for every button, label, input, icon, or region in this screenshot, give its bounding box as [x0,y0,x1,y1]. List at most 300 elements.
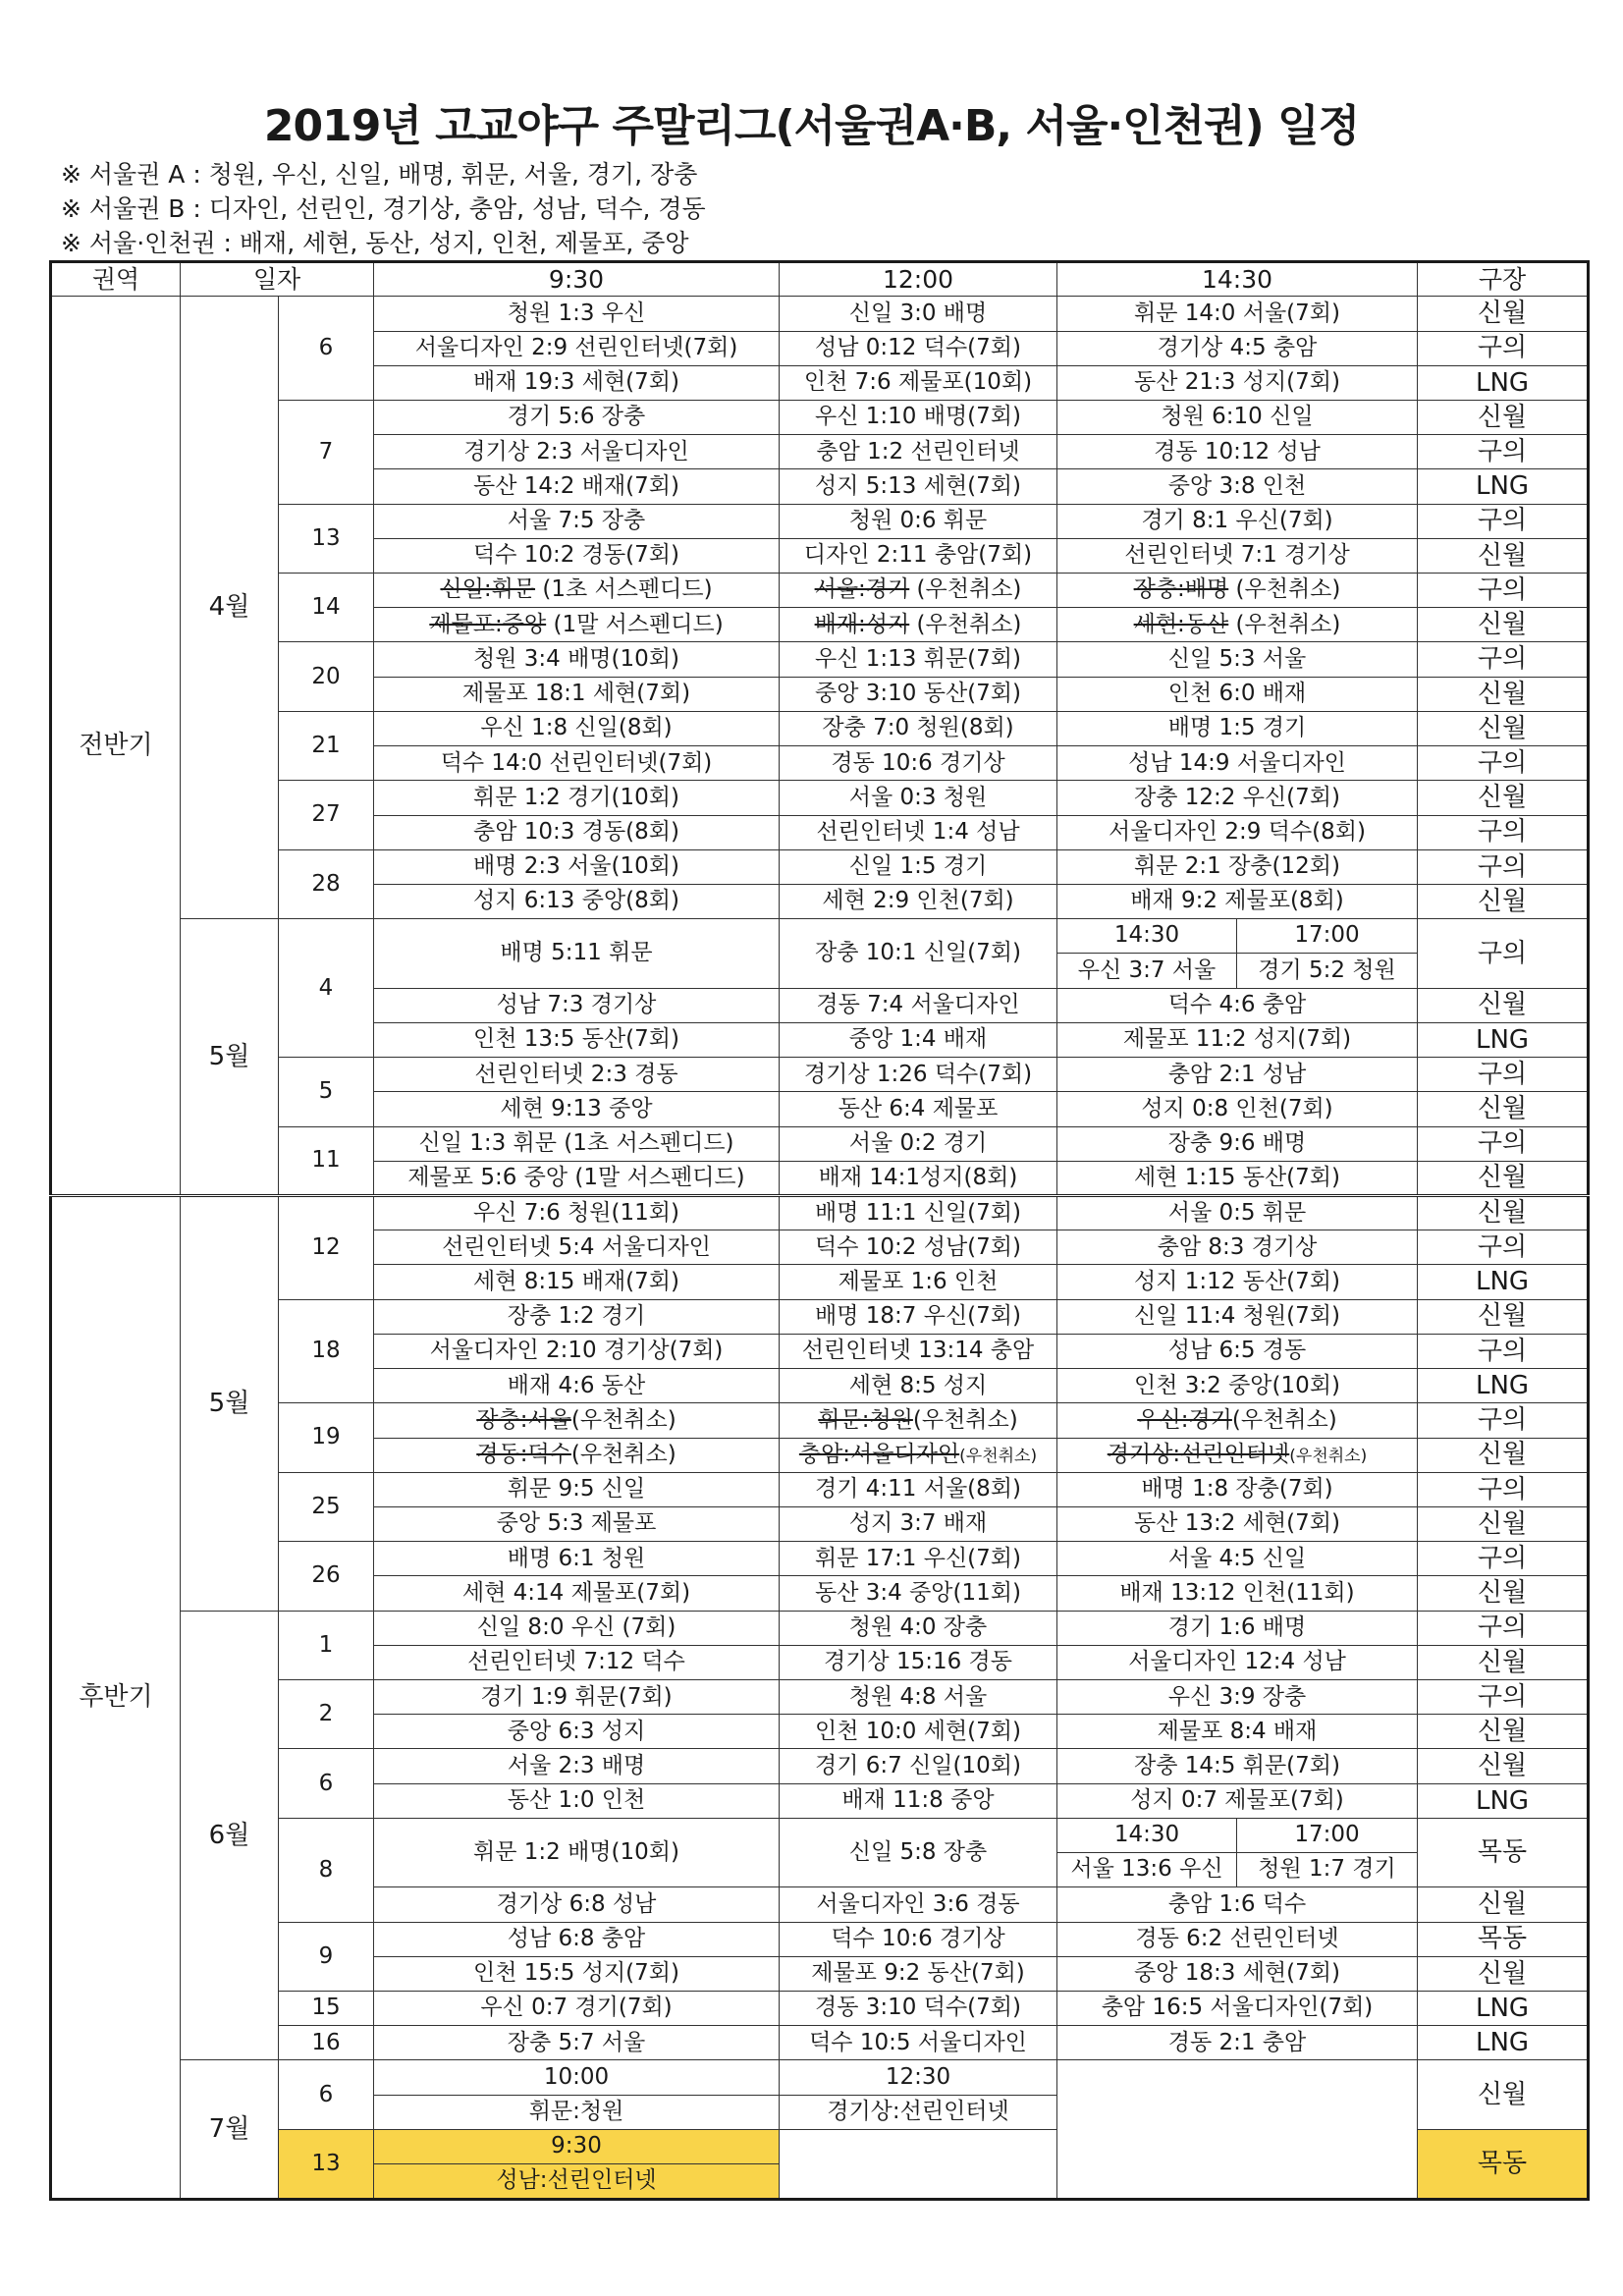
game-930 [374,1438,780,1472]
game-930: 선린인터넷 7:12 덕수 [374,1645,780,1679]
game-930: 동산 14:2 배재(7회) [374,469,780,504]
game-1200: 제물포 9:2 동산(7회) [780,1956,1057,1991]
game-matchup: 서울 13:6 우신 [1057,1853,1237,1887]
game-1200: 배명 18:7 우신(7회) [780,1299,1057,1334]
game-930: 덕수 14:0 선린인터넷(7회) [374,746,780,781]
game-1430: 성지 1:12 동산(7회) [1057,1265,1418,1299]
game-930: 세현 4:14 제물포(7회) [374,1576,780,1611]
game-1430-empty [1057,2060,1418,2200]
cancelled-matchup: 장충:서울 [476,1406,571,1433]
table-row [51,1680,1589,1715]
game-1200: 세현 8:5 성지 [780,1369,1057,1403]
game-1200: 인천 7:6 제물포(10회) [780,365,1057,400]
venue-cell: LNG [1418,1783,1589,1818]
game-1430: 선린인터넷 7:1 경기상 [1057,538,1418,573]
game-status: (우천취소) [912,1406,1018,1433]
day-label: 1 [279,1611,374,1679]
venue-cell: 신월 [1418,781,1589,815]
game-1430: 충암 16:5 서울디자인(7회) [1057,1992,1418,2026]
game-1200: 인천 10:0 세현(7회) [780,1715,1057,1749]
venue-cell: 신월 [1418,1506,1589,1541]
venue-cell: 신월 [1418,711,1589,745]
venue-cell: 신월 [1418,1956,1589,1991]
slot-time: 17:00 [1237,919,1417,954]
game-1430: 충암 1:6 덕수 [1057,1887,1418,1922]
slot-time: 14:30 [1057,919,1237,954]
game-matchup: 성남:선린인터넷 [374,2163,779,2198]
venue-cell: 신월 [1418,1438,1589,1472]
venue-cell: LNG [1418,469,1589,504]
day-label: 20 [279,642,374,711]
venue-cell: 구의 [1418,1126,1589,1161]
venue-cell: 신월 [1418,1161,1589,1195]
table-row [51,642,1589,677]
game-1430 [1057,574,1418,608]
game-1430: 서울 0:5 휘문 [1057,1195,1418,1230]
header-region: 권역 [51,262,181,297]
game-1200: 서울 0:3 청원 [780,781,1057,815]
game-1200: 경동 10:6 경기상 [780,746,1057,781]
game-1200-empty [780,2129,1057,2199]
game-matchup: 경기상:선린인터넷 [780,2095,1056,2129]
table-row [51,1403,1589,1438]
game-930: 휘문 1:2 배명(10회) [374,1818,780,1886]
game-1430: 경기 8:1 우신(7회) [1057,504,1418,538]
game-930: 인천 15:5 성지(7회) [374,1956,780,1991]
venue-cell: 신월 [1418,608,1589,642]
game-930: 경기상 2:3 서울디자인 [374,435,780,469]
table-row [51,1126,1589,1161]
venue-cell: 구의 [1418,504,1589,538]
game-930: 휘문 1:2 경기(10회) [374,781,780,815]
month-label: 4월 [181,297,279,919]
game-1430: 휘문 14:0 서울(7회) [1057,297,1418,331]
game-930: 청원 1:3 우신 [374,297,780,331]
day-label: 9 [279,1922,374,1991]
game-930: 장충 1:2 경기 [374,1299,780,1334]
venue-cell: 구의 [1418,1334,1589,1368]
venue-cell: 구의 [1418,815,1589,849]
cancelled-matchup: 장충:배명 [1133,576,1229,603]
game-1430: 덕수 4:6 충암 [1057,988,1418,1022]
game-1430: 휘문 2:1 장충(12회) [1057,849,1418,884]
game-1430: 중앙 18:3 세현(7회) [1057,1956,1418,1991]
game-1200: 신일 5:8 장충 [780,1818,1057,1886]
game-1430: 성지 0:7 제물포(7회) [1057,1783,1418,1818]
game-930 [374,608,780,642]
game-1430 [1057,919,1418,988]
day-label: 28 [279,849,374,918]
game-1200 [780,574,1057,608]
game-1200: 우신 1:13 휘문(7회) [780,642,1057,677]
period-label: 후반기 [51,1195,181,2199]
game-1200: 청원 0:6 휘문 [780,504,1057,538]
table-row [51,781,1589,815]
game-1430: 우신 3:9 장충 [1057,1680,1418,1715]
venue-cell: 신월 [1418,400,1589,434]
game-1200: 세현 2:9 인천(7회) [780,885,1057,919]
game-status: (우천취소) [909,576,1022,603]
table-row [51,1922,1589,1956]
venue-cell: 신월 [1418,1195,1589,1230]
venue-cell: 신월 [1418,1715,1589,1749]
cancelled-matchup: 우신:경기 [1137,1406,1232,1433]
game-1200: 신일 1:5 경기 [780,849,1057,884]
game-930: 서울 7:5 장충 [374,504,780,538]
game-930: 성남 7:3 경기상 [374,988,780,1022]
venue-cell: 신월 [1418,2060,1589,2129]
game-1430: 경동 6:2 선린인터넷 [1057,1922,1418,1956]
table-row [51,1992,1589,2026]
game-1430: 인천 6:0 배재 [1057,677,1418,711]
game-matchup: 우신 3:7 서울 [1057,954,1237,988]
header-date: 일자 [181,262,374,297]
day-label: 12 [279,1195,374,1299]
venue-cell: 구의 [1418,1611,1589,1645]
game-930: 우신 1:8 신일(8회) [374,711,780,745]
day-label: 16 [279,2026,374,2060]
slot-time: 17:00 [1237,1819,1417,1853]
game-930: 배재 19:3 세현(7회) [374,365,780,400]
game-930: 청원 3:4 배명(10회) [374,642,780,677]
game-1430: 서울디자인 12:4 성남 [1057,1645,1418,1679]
table-row [51,574,1589,608]
game-1200: 동산 6:4 제물포 [780,1092,1057,1126]
month-label: 5월 [181,919,279,1196]
venue-cell: 구의 [1418,435,1589,469]
venue-cell: 신월 [1418,677,1589,711]
game-1200: 장충 10:1 신일(7회) [780,919,1057,988]
game-1200 [780,1438,1057,1472]
game-1430: 중앙 3:8 인천 [1057,469,1418,504]
game-1430 [1057,1438,1418,1472]
day-label: 8 [279,1818,374,1922]
game-930: 동산 1:0 인천 [374,1783,780,1818]
game-930 [374,1403,780,1438]
day-label: 26 [279,1542,374,1611]
table-row [51,919,1589,988]
venue-cell: 신월 [1418,297,1589,331]
table-row [51,1611,1589,1645]
game-matchup: 휘문:청원 [374,2095,779,2129]
table-row [51,711,1589,745]
game-930: 경기상 6:8 성남 [374,1887,780,1922]
game-1200: 배재 11:8 중앙 [780,1783,1057,1818]
venue-cell: 신월 [1418,1887,1589,1922]
game-status: (우천취소) [1231,1406,1337,1433]
cancelled-matchup: 경동:덕수 [476,1441,571,1467]
game-1200: 경동 3:10 덕수(7회) [780,1992,1057,2026]
month-label: 7월 [181,2060,279,2200]
table-row [51,1818,1589,1886]
game-930: 배명 2:3 서울(10회) [374,849,780,884]
day-label: 13 [279,504,374,573]
day-label: 21 [279,711,374,780]
game-status: (우천취소) [1289,1446,1368,1466]
game-930: 세현 9:13 중앙 [374,1092,780,1126]
game-930: 배명 5:11 휘문 [374,919,780,988]
game-930: 세현 8:15 배재(7회) [374,1265,780,1299]
venue-cell: 목동 [1418,2129,1589,2199]
day-label: 19 [279,1403,374,1472]
game-1430: 경기 1:6 배명 [1057,1611,1418,1645]
cancelled-matchup: 세현:동산 [1133,611,1229,637]
game-930: 인천 13:5 동산(7회) [374,1022,780,1057]
game-1200: 성지 5:13 세현(7회) [780,469,1057,504]
game-status: (우천취소) [959,1446,1038,1466]
day-label: 6 [279,297,374,401]
day-label: 11 [279,1126,374,1195]
game-1430: 배명 1:5 경기 [1057,711,1418,745]
game-1430: 장충 14:5 휘문(7회) [1057,1749,1418,1783]
game-1430: 경기상 4:5 충암 [1057,331,1418,365]
game-1200: 제물포 1:6 인천 [780,1265,1057,1299]
game-930: 서울디자인 2:10 경기상(7회) [374,1334,780,1368]
venue-cell: LNG [1418,1265,1589,1299]
game-930: 경기 5:6 장충 [374,400,780,434]
venue-cell: 신월 [1418,988,1589,1022]
game-1200: 성지 3:7 배재 [780,1506,1057,1541]
day-label: 7 [279,400,374,504]
game-1200: 배명 11:1 신일(7회) [780,1195,1057,1230]
game-1430: 제물포 8:4 배재 [1057,1715,1418,1749]
slot-time: 12:30 [885,2063,951,2090]
venue-cell: 신월 [1418,1645,1589,1679]
game-1200: 경기상 1:26 덕수(7회) [780,1058,1057,1092]
game-status: (우천취소) [570,1441,676,1467]
day-label: 18 [279,1299,374,1403]
game-status: (우천취소) [570,1406,676,1433]
venue-cell: 신월 [1418,1299,1589,1334]
cancelled-matchup: 충암:서울디자인 [798,1441,960,1467]
venue-cell: LNG [1418,365,1589,400]
venue-cell: 목동 [1418,1922,1589,1956]
game-1430: 충암 2:1 성남 [1057,1058,1418,1092]
game-1200: 신일 3:0 배명 [780,297,1057,331]
venue-cell: 신월 [1418,885,1589,919]
game-1430 [1057,608,1418,642]
table-row [51,2060,1589,2129]
game-1200: 청원 4:0 장충 [780,1611,1057,1645]
game-1200: 서울디자인 3:6 경동 [780,1887,1057,1922]
venue-cell: 신월 [1418,1749,1589,1783]
venue-cell: 구의 [1418,1058,1589,1092]
game-930: 경기 1:9 휘문(7회) [374,1680,780,1715]
game-1430: 서울디자인 2:9 덕수(8회) [1057,815,1418,849]
game-1430: 세현 1:15 동산(7회) [1057,1161,1418,1195]
month-label: 5월 [181,1195,279,1611]
game-930: 휘문 9:5 신일 [374,1472,780,1506]
game-1200 [780,1403,1057,1438]
header-row [51,262,1589,297]
game-1430 [1057,1403,1418,1438]
venue-cell: 구의 [1418,919,1589,988]
venue-cell: LNG [1418,2026,1589,2060]
venue-cell: 구의 [1418,642,1589,677]
game-1200: 덕수 10:6 경기상 [780,1922,1057,1956]
game-930: 장충 5:7 서울 [374,2026,780,2060]
game-1200: 경기 4:11 서울(8회) [780,1472,1057,1506]
header-time-1430: 14:30 [1057,262,1418,297]
game-930 [374,2129,780,2199]
game-930: 배재 4:6 동산 [374,1369,780,1403]
slot-time: 9:30 [551,2133,602,2159]
game-1200 [780,608,1057,642]
game-930: 우신 0:7 경기(7회) [374,1992,780,2026]
game-1430: 서울 4:5 신일 [1057,1542,1418,1576]
game-1430: 경동 10:12 성남 [1057,435,1418,469]
table-row [51,1542,1589,1576]
venue-cell: 구의 [1418,746,1589,781]
game-930 [374,574,780,608]
venue-cell: 구의 [1418,849,1589,884]
game-1430: 동산 21:3 성지(7회) [1057,365,1418,400]
game-status: (1초 서스펜디드) [535,576,713,603]
game-1200: 충암 1:2 선린인터넷 [780,435,1057,469]
game-930: 중앙 6:3 성지 [374,1715,780,1749]
game-1200: 배재 14:1성지(8회) [780,1161,1057,1195]
game-930: 성남 6:8 충암 [374,1922,780,1956]
game-1430: 성남 14:9 서울디자인 [1057,746,1418,781]
month-label: 6월 [181,1611,279,2060]
day-label: 4 [279,919,374,1058]
venue-cell: 구의 [1418,331,1589,365]
cancelled-matchup: 제물포:중앙 [429,611,547,637]
note-seoul-a: ※ 서울권 A : 청원, 우신, 신일, 배명, 휘문, 서울, 경기, 장충 [61,160,698,189]
game-matchup: 청원 1:7 경기 [1258,1856,1396,1883]
game-1430: 동산 13:2 세현(7회) [1057,1506,1418,1541]
game-930 [374,2060,780,2129]
note-seoul-b: ※ 서울권 B : 디자인, 선린인, 경기상, 충암, 성남, 덕수, 경동 [61,194,706,223]
game-1430: 배명 1:8 장충(7회) [1057,1472,1418,1506]
game-1200: 서울 0:2 경기 [780,1126,1057,1161]
game-1200: 선린인터넷 13:14 충암 [780,1334,1057,1368]
venue-cell: 목동 [1418,1818,1589,1886]
game-status: (우천취소) [1228,611,1341,637]
game-930: 덕수 10:2 경동(7회) [374,538,780,573]
game-930: 서울 2:3 배명 [374,1749,780,1783]
game-930: 제물포 5:6 중앙 (1말 서스펜디드) [374,1161,780,1195]
venue-cell: LNG [1418,1022,1589,1057]
venue-cell: 구의 [1418,574,1589,608]
game-1430: 청원 6:10 신일 [1057,400,1418,434]
game-1200: 선린인터넷 1:4 성남 [780,815,1057,849]
game-1200: 청원 4:8 서울 [780,1680,1057,1715]
table-row [51,1299,1589,1334]
game-1430: 경동 2:1 충암 [1057,2026,1418,2060]
game-status: (1말 서스펜디드) [546,611,724,637]
game-1430 [1057,1818,1418,1886]
venue-cell: 구의 [1418,1542,1589,1576]
game-930: 선린인터넷 5:4 서울디자인 [374,1230,780,1265]
game-930: 중앙 5:3 제물포 [374,1506,780,1541]
day-label: 6 [279,1749,374,1818]
game-1200: 성남 0:12 덕수(7회) [780,331,1057,365]
game-930: 성지 6:13 중앙(8회) [374,885,780,919]
period-label: 전반기 [51,297,181,1196]
game-1200: 경동 7:4 서울디자인 [780,988,1057,1022]
game-1200 [780,2060,1057,2129]
game-1430: 성남 6:5 경동 [1057,1334,1418,1368]
day-label: 25 [279,1472,374,1541]
slot-time: 10:00 [543,2063,610,2090]
table-row [51,504,1589,538]
day-label: 13 [279,2129,374,2199]
game-1200: 경기 6:7 신일(10회) [780,1749,1057,1783]
table-row [51,1749,1589,1783]
game-status: (우천취소) [1228,576,1341,603]
venue-cell: LNG [1418,1992,1589,2026]
game-1200: 우신 1:10 배명(7회) [780,400,1057,434]
game-1430: 신일 11:4 청원(7회) [1057,1299,1418,1334]
schedule-table [49,260,1590,2201]
header-venue: 구장 [1418,262,1589,297]
game-930: 서울디자인 2:9 선린인터넷(7회) [374,331,780,365]
game-1200: 장충 7:0 청원(8회) [780,711,1057,745]
game-1430: 성지 0:8 인천(7회) [1057,1092,1418,1126]
game-1200: 경기상 15:16 경동 [780,1645,1057,1679]
game-1430: 장충 9:6 배명 [1057,1126,1418,1161]
game-930: 우신 7:6 청원(11회) [374,1195,780,1230]
game-1200: 디자인 2:11 충암(7회) [780,538,1057,573]
note-seoul-incheon: ※ 서울·인천권 : 배재, 세현, 동산, 성지, 인천, 제물포, 중앙 [61,229,689,257]
table-row [51,2026,1589,2060]
venue-cell: LNG [1418,1369,1589,1403]
game-status: (우천취소) [909,611,1022,637]
venue-cell: 신월 [1418,538,1589,573]
game-1430: 장충 12:2 우신(7회) [1057,781,1418,815]
game-1430: 충암 8:3 경기상 [1057,1230,1418,1265]
table-row [51,849,1589,884]
day-label: 2 [279,1680,374,1749]
table-row [51,1195,1589,1230]
day-label: 5 [279,1058,374,1126]
game-930: 신일 1:3 휘문 (1초 서스펜디드) [374,1126,780,1161]
game-1200: 중앙 3:10 동산(7회) [780,677,1057,711]
day-label: 15 [279,1992,374,2026]
game-930: 배명 6:1 청원 [374,1542,780,1576]
game-1200: 휘문 17:1 우신(7회) [780,1542,1057,1576]
game-1200: 중앙 1:4 배재 [780,1022,1057,1057]
cancelled-matchup: 서울:경기 [814,576,910,603]
cancelled-matchup: 휘문:청원 [818,1406,913,1433]
game-1430: 제물포 11:2 성지(7회) [1057,1022,1418,1057]
slot-time: 14:30 [1057,1819,1237,1853]
game-1430: 배재 9:2 제물포(8회) [1057,885,1418,919]
game-1200: 덕수 10:5 서울디자인 [780,2026,1057,2060]
header-time-930: 9:30 [374,262,780,297]
venue-cell: 구의 [1418,1403,1589,1438]
game-1430: 신일 5:3 서울 [1057,642,1418,677]
game-1430: 배재 13:12 인천(11회) [1057,1576,1418,1611]
table-row [51,1472,1589,1506]
venue-cell: 구의 [1418,1680,1589,1715]
game-930: 선린인터넷 2:3 경동 [374,1058,780,1092]
game-930: 신일 8:0 우신 (7회) [374,1611,780,1645]
venue-cell: 구의 [1418,1230,1589,1265]
table-row [51,1058,1589,1092]
day-label: 14 [279,574,374,642]
game-930: 제물포 18:1 세현(7회) [374,677,780,711]
game-matchup: 경기 5:2 청원 [1258,957,1396,983]
game-1200: 동산 3:4 중앙(11회) [780,1576,1057,1611]
page-title: 2019년 고교야구 주말리그(서울권A·B, 서울·인천권) 일정 [263,101,1360,151]
venue-cell: 신월 [1418,1576,1589,1611]
table-row [51,400,1589,434]
game-930: 충암 10:3 경동(8회) [374,815,780,849]
game-1200: 덕수 10:2 성남(7회) [780,1230,1057,1265]
venue-cell: 구의 [1418,1472,1589,1506]
